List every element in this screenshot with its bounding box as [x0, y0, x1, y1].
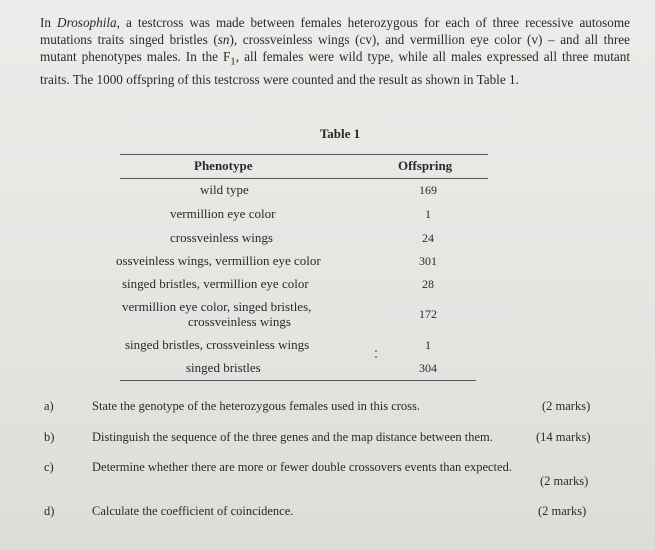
offspring-cell: 28	[422, 277, 434, 291]
offspring-cell: 304	[419, 361, 437, 375]
phenotype-cell-line1: vermillion eye color, singed bristles,	[122, 299, 312, 314]
question-marks: (14 marks)	[536, 430, 591, 444]
offspring-cell: 1	[425, 207, 431, 221]
offspring-cell: 1	[425, 338, 431, 352]
phenotype-cell: vermillion eye color	[170, 206, 276, 221]
intro-text-4: , all females were wild type, while all males expressed all three mutant traits. The 1000 offspring of this testcross were counted and the result as shown in Table 1.	[40, 49, 631, 88]
question-letter: b)	[44, 430, 55, 444]
table-bottom-rule	[120, 380, 476, 381]
smudge-dot	[375, 356, 377, 358]
intro-paragraph	[40, 14, 630, 88]
phenotype-cell: singed bristles	[186, 360, 261, 375]
phenotype-cell: singed bristles, vermillion eye color	[122, 276, 309, 291]
table-top-rule	[120, 154, 488, 155]
intro-text-2: , a testcross was made between females heterozygous for each of three recessive autosome mutations traits singed bristles (	[40, 15, 630, 48]
question-text: Determine whether there are more or fewer double crossovers events than expected.	[92, 460, 512, 474]
phenotype-cell-line2: crossveinless wings	[188, 314, 291, 329]
gene-symbol-sn: sn	[217, 32, 230, 48]
offspring-cell: 301	[419, 254, 437, 268]
organism-name: Drosophila	[57, 15, 117, 30]
question-text: Distinguish the sequence of the three genes and the map distance between them.	[92, 430, 493, 444]
table-header-rule	[120, 178, 488, 179]
question-marks: (2 marks)	[542, 399, 591, 413]
smudge-dot	[375, 350, 377, 352]
f1-subscript: 1	[230, 56, 236, 69]
intro-text-1: In	[40, 15, 58, 30]
question-letter: a)	[44, 399, 54, 413]
intro-text-3: ), crossveinless wings (cv), and vermillion eye color (v) – and all three mutant phenotypes males. In the F	[40, 32, 630, 65]
phenotype-cell: singed bristles, crossveinless wings	[125, 337, 310, 352]
question-letter: c)	[44, 460, 54, 474]
phenotype-cell: crossveinless wings	[170, 230, 273, 245]
table-title: Table 1	[319, 126, 361, 141]
question-letter: d)	[44, 504, 55, 518]
question-text: Calculate the coefficient of coincidence.	[92, 504, 294, 518]
offspring-cell: 172	[419, 307, 437, 321]
phenotype-cell: ossveinless wings, vermillion eye color	[116, 253, 321, 268]
question-text: State the genotype of the heterozygous females used in this cross.	[92, 399, 421, 413]
header-offspring: Offspring	[398, 158, 453, 173]
question-marks: (2 marks)	[540, 474, 589, 488]
offspring-cell: 169	[419, 183, 437, 197]
header-phenotype: Phenotype	[194, 158, 253, 173]
offspring-cell: 24	[422, 231, 434, 245]
question-marks: (2 marks)	[538, 504, 587, 518]
phenotype-cell: wild type	[200, 182, 249, 197]
